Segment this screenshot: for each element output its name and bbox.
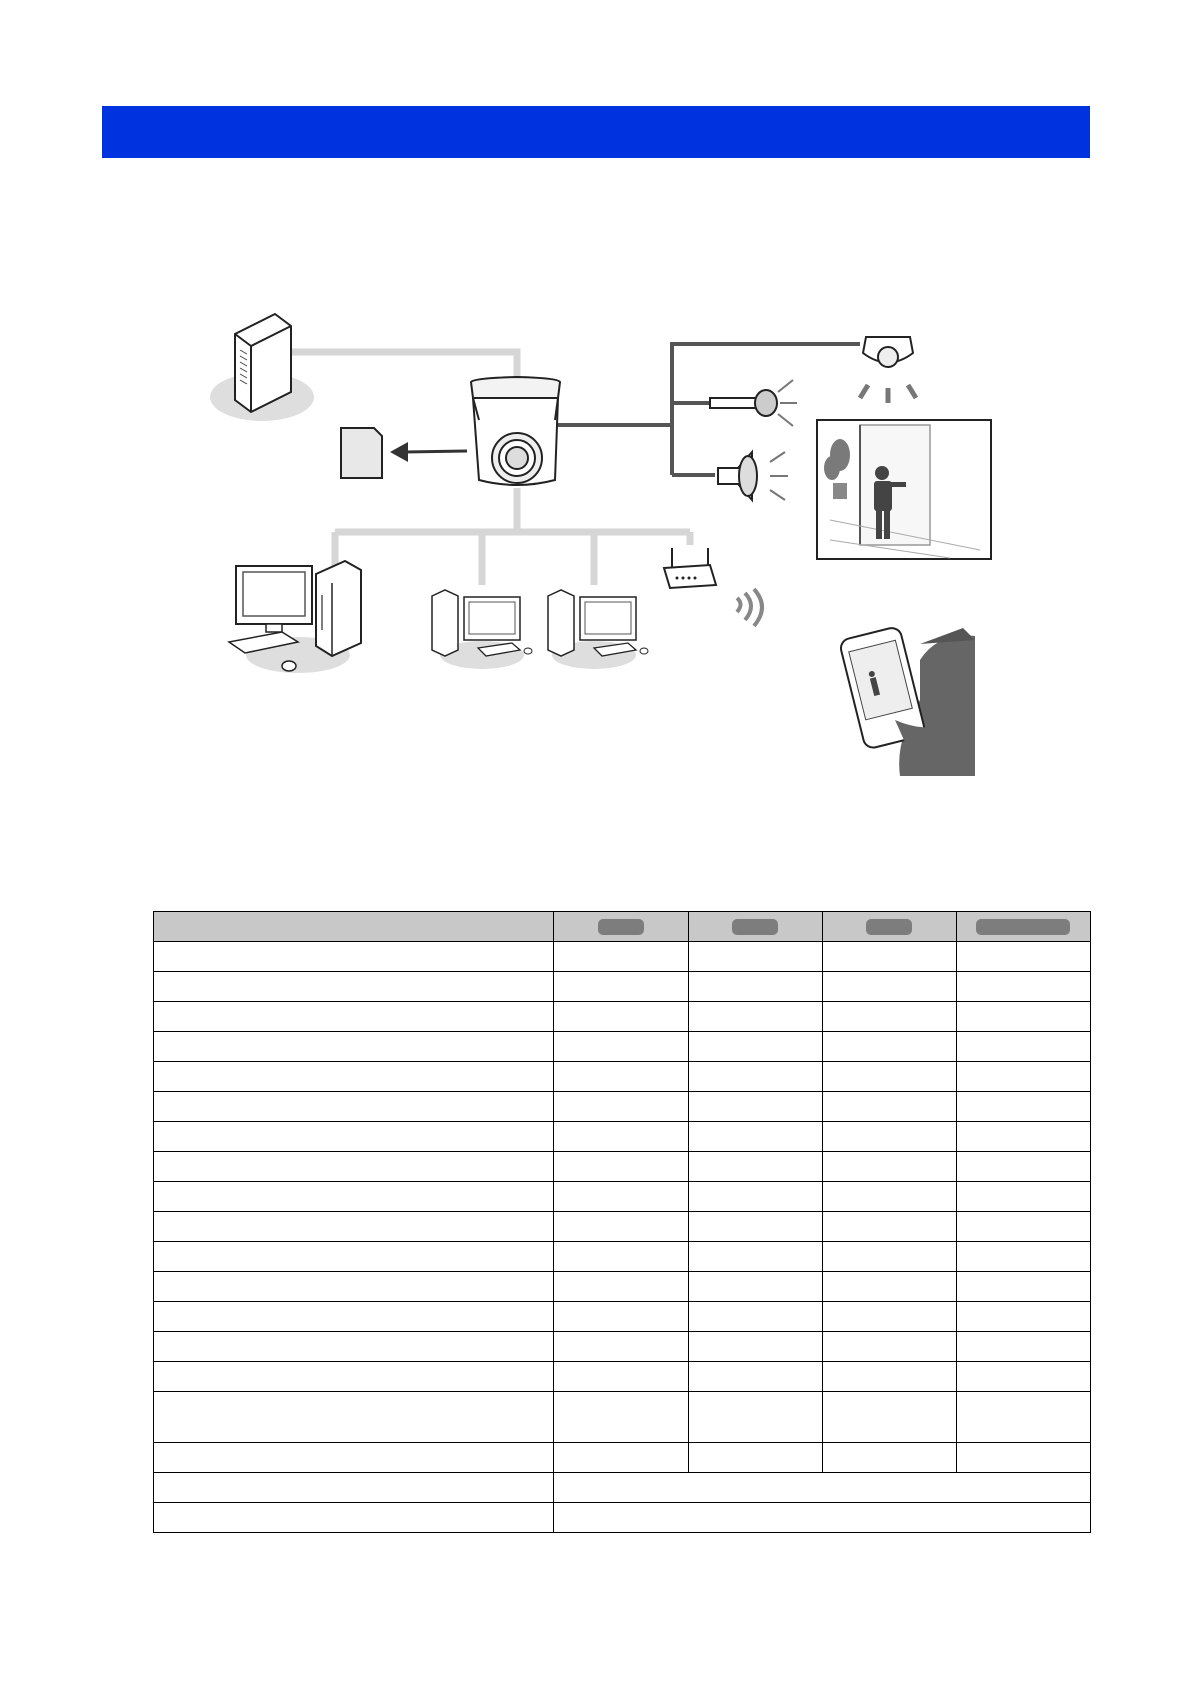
table-cell	[822, 1362, 956, 1392]
table-cell	[956, 1182, 1090, 1212]
table-cell	[154, 1362, 554, 1392]
table-cell	[154, 1242, 554, 1272]
table-row	[154, 1443, 1091, 1473]
table-cell	[554, 1062, 688, 1092]
table-row	[154, 972, 1091, 1002]
table-cell	[154, 1473, 554, 1503]
table-cell	[956, 1443, 1090, 1473]
table-cell	[154, 1002, 554, 1032]
table-cell	[688, 1002, 822, 1032]
wireless-router-icon	[664, 548, 716, 588]
table-cell	[688, 1443, 822, 1473]
table-row	[154, 1242, 1091, 1272]
table-cell	[822, 1122, 956, 1152]
table-cell	[956, 1122, 1090, 1152]
table-cell	[154, 1092, 554, 1122]
table-cell	[822, 1182, 956, 1212]
table-cell	[554, 942, 688, 972]
table-cell	[822, 1392, 956, 1443]
table-cell	[688, 1392, 822, 1443]
table-cell	[688, 1212, 822, 1242]
model-label-pill	[976, 919, 1070, 935]
microphone-icon	[710, 380, 797, 426]
smartphone-user-icon	[839, 626, 975, 776]
table-cell	[956, 1152, 1090, 1182]
table-cell	[154, 1212, 554, 1242]
table-row	[154, 1122, 1091, 1152]
table-row	[154, 1092, 1091, 1122]
table-cell	[154, 1272, 554, 1302]
table-cell	[554, 1392, 688, 1443]
table-cell	[154, 1152, 554, 1182]
table-cell	[688, 1272, 822, 1302]
speaker-icon	[718, 452, 788, 500]
table-cell	[154, 1182, 554, 1212]
table-row	[154, 1362, 1091, 1392]
table-cell	[688, 972, 822, 1002]
table-cell	[554, 1503, 1091, 1533]
table-cell	[154, 1122, 554, 1152]
table-row	[154, 1392, 1091, 1443]
table-row	[154, 1062, 1091, 1092]
table-row	[154, 1332, 1091, 1362]
table-cell	[554, 1302, 688, 1332]
table-cell	[554, 1212, 688, 1242]
table-cell	[822, 1092, 956, 1122]
header-cell	[688, 912, 822, 942]
table-cell	[688, 942, 822, 972]
table-cell	[956, 1002, 1090, 1032]
table-row	[154, 1212, 1091, 1242]
table-cell	[688, 1332, 822, 1362]
table-cell	[688, 1362, 822, 1392]
table-cell	[554, 1242, 688, 1272]
table-cell	[822, 1302, 956, 1332]
table-cell	[688, 1152, 822, 1182]
table-cell	[154, 1392, 554, 1443]
table-row	[154, 1473, 1091, 1503]
table-cell	[688, 1302, 822, 1332]
header-cell	[554, 912, 688, 942]
table-cell	[154, 1032, 554, 1062]
table-cell	[688, 1122, 822, 1152]
table-cell	[956, 1272, 1090, 1302]
table-cell	[554, 1473, 1091, 1503]
desktop-pc-icon	[229, 561, 361, 673]
table-cell	[554, 1182, 688, 1212]
model-label-pill	[732, 919, 778, 935]
table-cell	[822, 1062, 956, 1092]
table-cell	[956, 1392, 1090, 1443]
table-row	[154, 1002, 1091, 1032]
table-cell	[554, 1443, 688, 1473]
table-cell	[154, 1503, 554, 1533]
table-cell	[554, 1122, 688, 1152]
table-row	[154, 942, 1091, 972]
table-cell	[956, 1302, 1090, 1332]
ptz-camera-icon	[471, 377, 560, 485]
table-cell	[956, 1062, 1090, 1092]
table-cell	[822, 972, 956, 1002]
table-cell	[822, 1032, 956, 1062]
table-cell	[154, 1332, 554, 1362]
table-cell	[822, 1152, 956, 1182]
header-cell	[956, 912, 1090, 942]
model-label-pill	[866, 919, 912, 935]
model-label-pill	[598, 919, 644, 935]
table-cell	[554, 1092, 688, 1122]
table-cell	[554, 972, 688, 1002]
table-row	[154, 1503, 1091, 1533]
table-cell	[822, 1443, 956, 1473]
table-cell	[688, 1242, 822, 1272]
table-cell	[822, 1212, 956, 1242]
table-row	[154, 1182, 1091, 1212]
table-cell	[822, 1332, 956, 1362]
table-cell	[554, 1362, 688, 1392]
table-cell	[956, 1362, 1090, 1392]
table-cell	[822, 1272, 956, 1302]
door-scene-icon	[817, 420, 991, 559]
dome-camera-icon	[860, 337, 916, 403]
header-cell	[154, 912, 554, 942]
table-cell	[956, 972, 1090, 1002]
table-cell	[154, 1302, 554, 1332]
table-cell	[956, 1212, 1090, 1242]
table-header-row	[154, 912, 1091, 942]
table-cell	[956, 1032, 1090, 1062]
table-cell	[688, 1062, 822, 1092]
table-cell	[956, 1242, 1090, 1272]
table-cell	[956, 1332, 1090, 1362]
table-cell	[554, 1002, 688, 1032]
table-row	[154, 1302, 1091, 1332]
table-cell	[688, 1182, 822, 1212]
table-cell	[154, 1062, 554, 1092]
table-row	[154, 1032, 1091, 1062]
sd-card-icon	[341, 428, 382, 478]
header-cell	[822, 912, 956, 942]
table-row	[154, 1272, 1091, 1302]
io-lines	[558, 344, 860, 475]
compact-pc-icon	[432, 590, 532, 669]
table-cell	[822, 1002, 956, 1032]
table-cell	[554, 1332, 688, 1362]
compact-pc-icon	[548, 590, 648, 669]
table-row	[154, 1152, 1091, 1182]
table-cell	[688, 1032, 822, 1062]
server-icon	[210, 314, 314, 421]
wifi-signal-icon	[737, 589, 762, 626]
table-cell	[554, 1152, 688, 1182]
table-cell	[154, 972, 554, 1002]
table-cell	[154, 942, 554, 972]
table-cell	[554, 1272, 688, 1302]
table-cell	[554, 1032, 688, 1062]
table-cell	[822, 942, 956, 972]
system-diagram	[0, 0, 1190, 800]
arrow-icon	[390, 442, 467, 462]
table-cell	[822, 1242, 956, 1272]
table-cell	[956, 1092, 1090, 1122]
table-cell	[688, 1092, 822, 1122]
table-cell	[956, 942, 1090, 972]
table-cell	[154, 1443, 554, 1473]
spec-table	[153, 911, 1091, 1533]
